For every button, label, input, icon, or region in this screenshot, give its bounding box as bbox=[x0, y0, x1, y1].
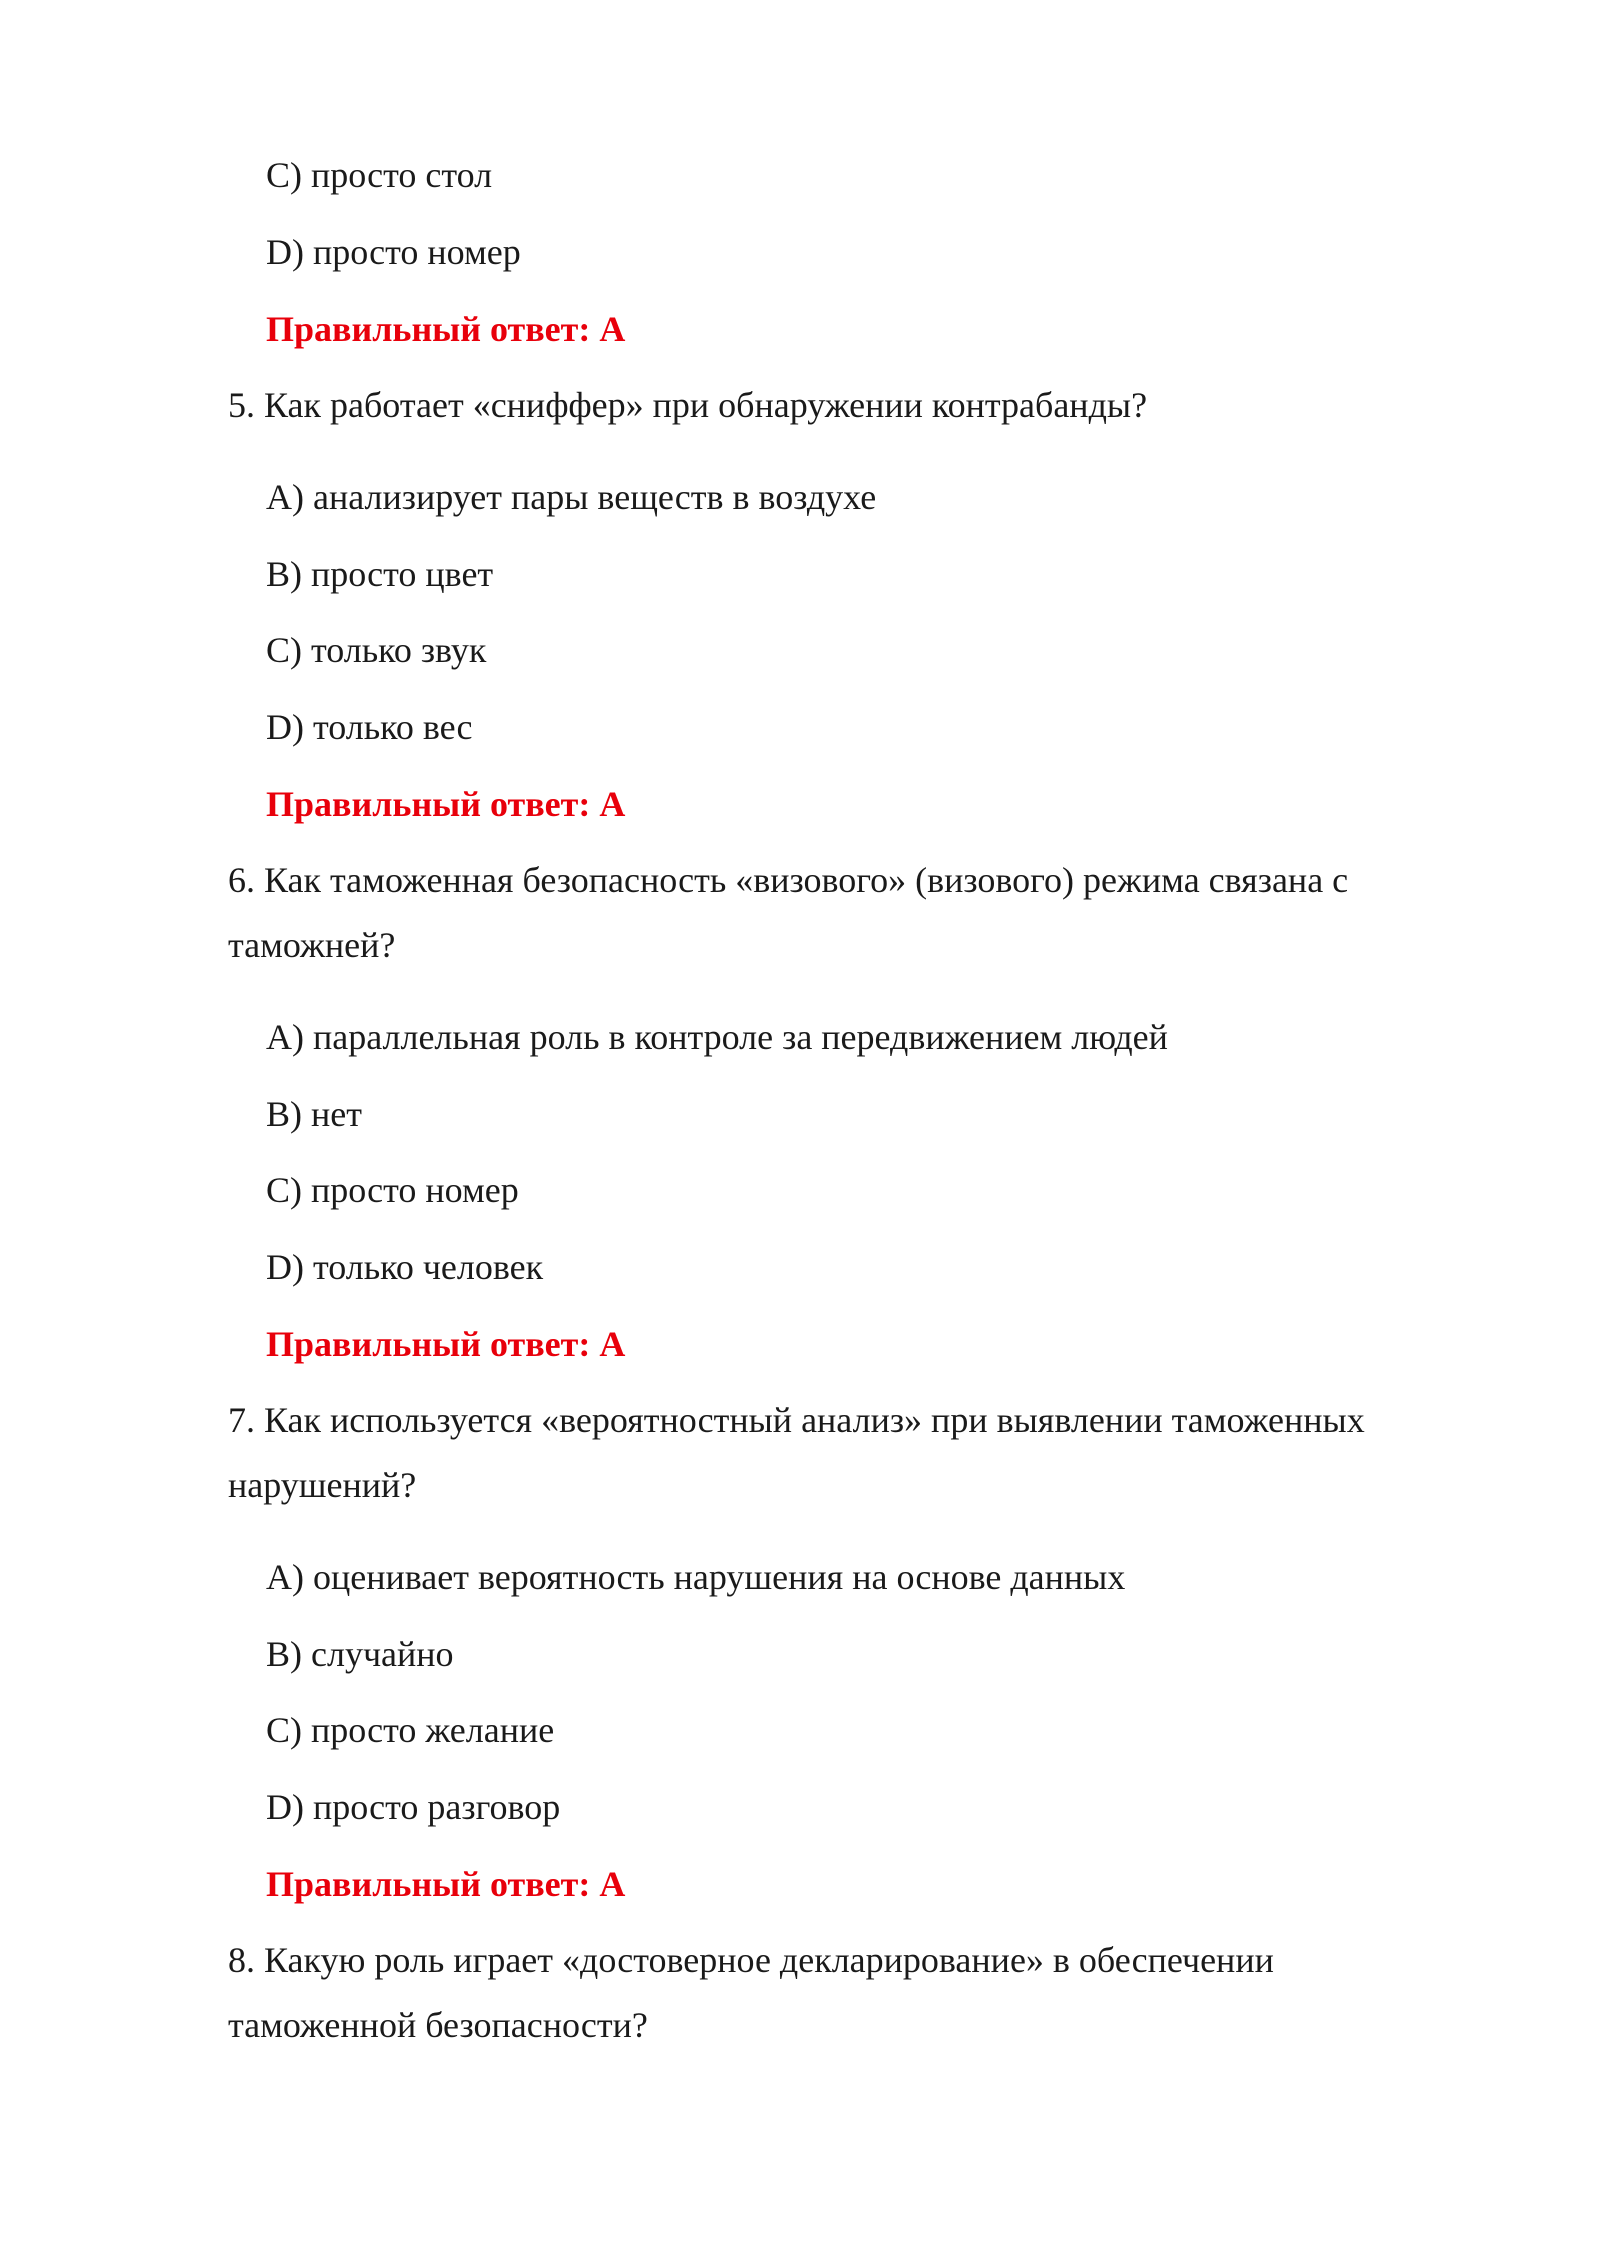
option-d: D) только вес bbox=[266, 707, 473, 747]
question-7-line-1: 7. Как используется «вероятностный анализ» при выявлении таможенных bbox=[228, 1400, 1365, 1440]
option-c: C) просто стол bbox=[266, 155, 493, 195]
correct-answer: Правильный ответ: A bbox=[266, 784, 626, 824]
question-8-line-1: 8. Какую роль играет «достоверное декларирование» в обеспечении bbox=[228, 1940, 1274, 1980]
option-d: D) просто разговор bbox=[266, 1787, 561, 1827]
correct-answer: Правильный ответ: A bbox=[266, 1864, 626, 1904]
question-8-line-2: таможенной безопасности? bbox=[228, 2005, 648, 2045]
question-5: 5. Как работает «сниффер» при обнаружении контрабанды? bbox=[228, 385, 1148, 425]
question-6-line-1: 6. Как таможенная безопасность «визового» (визового) режима связана с bbox=[228, 860, 1349, 900]
option-b: B) случайно bbox=[266, 1634, 454, 1674]
correct-answer: Правильный ответ: A bbox=[266, 1324, 626, 1364]
option-c: C) просто номер bbox=[266, 1170, 519, 1210]
option-c: C) просто желание bbox=[266, 1710, 555, 1750]
question-6-line-2: таможней? bbox=[228, 925, 396, 965]
option-d: D) только человек bbox=[266, 1247, 544, 1287]
option-c: C) только звук bbox=[266, 630, 487, 670]
option-a: A) анализирует пары веществ в воздухе bbox=[266, 477, 877, 517]
correct-answer: Правильный ответ: A bbox=[266, 309, 626, 349]
option-d: D) просто номер bbox=[266, 232, 521, 272]
option-b: B) нет bbox=[266, 1094, 362, 1134]
option-a: A) оценивает вероятность нарушения на основе данных bbox=[266, 1557, 1126, 1597]
option-a: A) параллельная роль в контроле за передвижением людей bbox=[266, 1017, 1168, 1057]
option-b: B) просто цвет bbox=[266, 554, 494, 594]
question-7-line-2: нарушений? bbox=[228, 1465, 417, 1505]
